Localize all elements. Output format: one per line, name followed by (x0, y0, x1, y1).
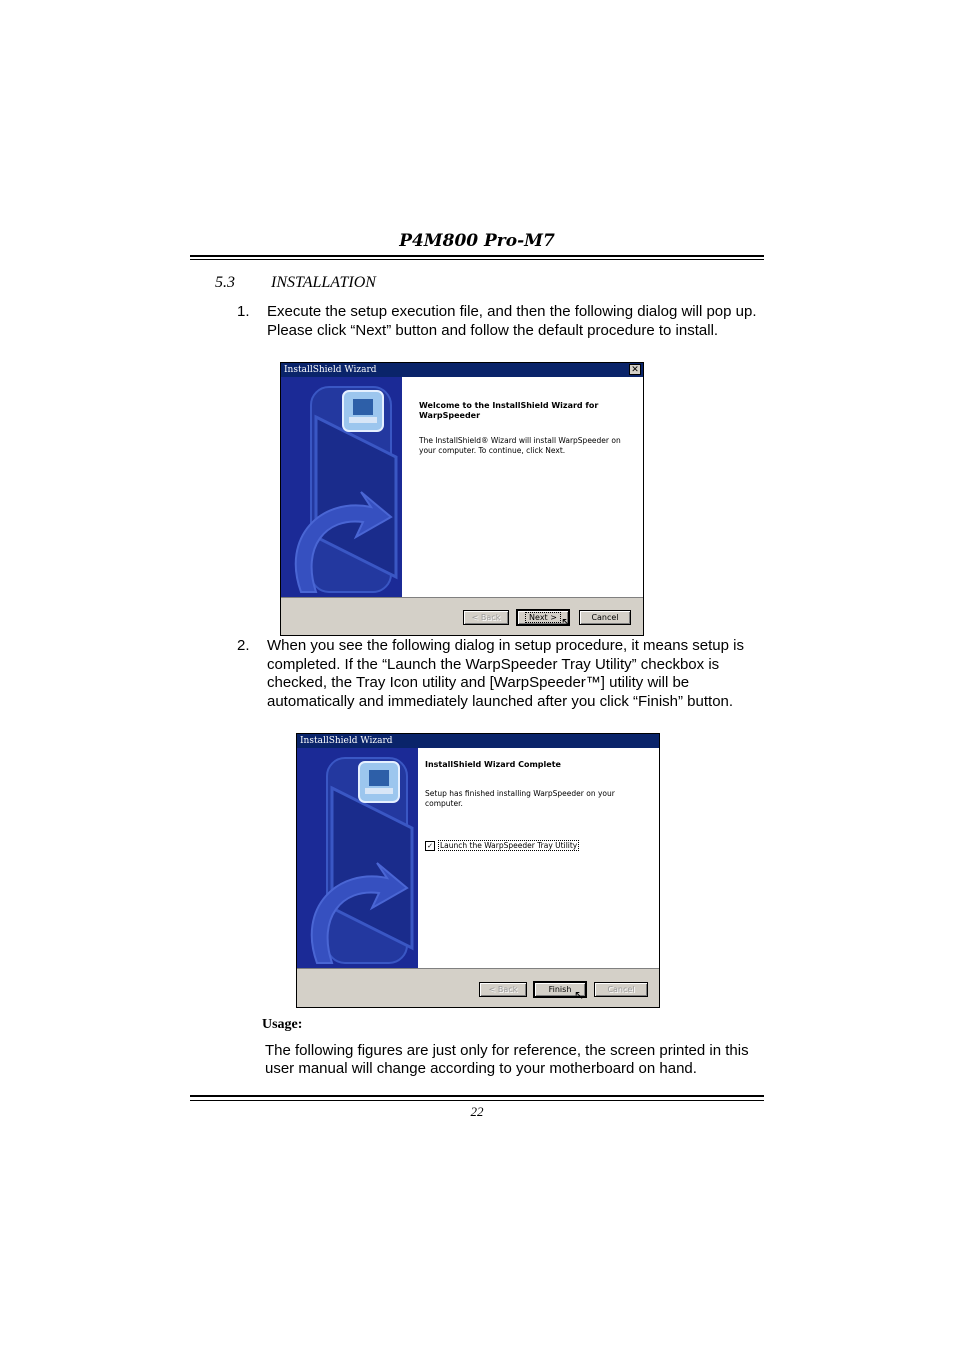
wizard-heading: Welcome to the InstallShield Wizard for WarpSpeeder (419, 401, 599, 420)
setup-wizard-illustration (297, 748, 418, 968)
checkbox-label: Launch the WarpSpeeder Tray Utility (440, 841, 578, 850)
footer-rule-thin (190, 1100, 764, 1101)
wizard-content-pane (402, 377, 643, 597)
wizard-side-graphic (281, 377, 402, 597)
dialog-title-bar (281, 363, 643, 377)
installshield-welcome-dialog (280, 362, 644, 636)
step-text: Execute the setup execution file, and then the following dialog will pop up. Please click “Next” button and follow the default procedure to install. (267, 303, 757, 339)
wizard-content-pane (418, 748, 659, 968)
launch-tray-utility-checkbox[interactable]: ✓ (425, 841, 435, 851)
mouse-cursor-icon: ↖ (561, 615, 572, 629)
header-rule-thick (190, 255, 764, 257)
header-rule-thin (190, 259, 764, 260)
step-text: When you see the following dialog in setup procedure, it means setup is completed. If the “Launch the WarpSpeeder Tray Utility” checkbox is checked, the Tray Icon utility and [WarpSpeeder™] utility will be automatically and immediately launched after you click “Finish” button. (267, 637, 744, 710)
button-area-separator (297, 968, 659, 969)
dialog-title: InstallShield Wizard (284, 365, 377, 375)
step-number: 2. (237, 637, 250, 654)
section-number: 5.3 (215, 274, 235, 291)
cancel-button[interactable]: Cancel (579, 610, 631, 625)
wizard-heading: InstallShield Wizard Complete (425, 760, 561, 769)
step-number: 1. (237, 303, 250, 320)
usage-text: The following figures are just only for reference, the screen printed in this user manual will change according to your motherboard on hand. (265, 1042, 749, 1077)
button-area-separator (281, 597, 643, 598)
page-number: 22 (470, 1104, 484, 1119)
wizard-body-text: Setup has finished installing WarpSpeeder on your computer. (425, 789, 615, 808)
usage-label: Usage: (262, 1017, 303, 1032)
section-heading (215, 274, 376, 292)
finish-button[interactable]: Finish (534, 982, 586, 997)
close-icon[interactable]: ✕ (629, 364, 641, 375)
footer-rule-thick (190, 1095, 764, 1097)
dialog-title-bar (297, 734, 659, 748)
document-header-title: P4M800 Pro-M7 (399, 231, 555, 251)
section-title: INSTALLATION (271, 274, 376, 291)
next-button-label: Next > (525, 612, 561, 623)
mouse-cursor-icon: ↖ (574, 988, 585, 1002)
installshield-complete-dialog (296, 733, 660, 1008)
launch-tray-utility-checkbox-row[interactable] (425, 841, 579, 851)
wizard-body-text: The InstallShield® Wizard will install WarpSpeeder on your computer. To continue, click Next. (419, 436, 621, 455)
cancel-button[interactable]: Cancel (594, 982, 648, 997)
back-button[interactable]: < Back (479, 982, 527, 997)
back-button[interactable]: < Back (463, 610, 509, 625)
dialog-title: InstallShield Wizard (300, 736, 393, 746)
setup-wizard-illustration (281, 377, 402, 597)
wizard-side-graphic (297, 748, 418, 968)
